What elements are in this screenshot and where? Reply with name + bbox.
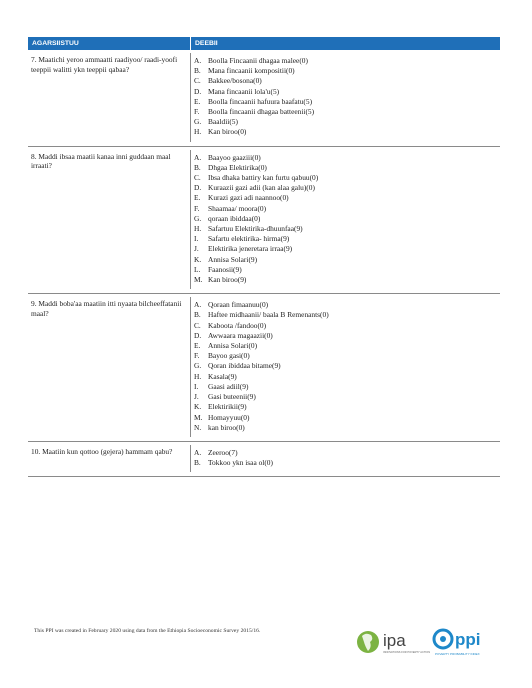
question-text: 9. Maddi boba'aa maatiin itti nyaata bilcheeffatanii maal? <box>31 299 182 318</box>
option-letter: H. <box>194 127 202 137</box>
answer-options <box>190 150 500 290</box>
option-text: Shaamaa/ moora(0) <box>208 203 267 213</box>
answer-options <box>190 297 500 437</box>
table-body <box>28 50 500 477</box>
answer-option <box>191 275 500 285</box>
option-text: Baaldii(5) <box>208 117 238 127</box>
answer-option <box>191 214 500 224</box>
option-letter: N. <box>194 422 202 432</box>
option-text: Tokkoo ykn isaa ol(0) <box>208 458 273 468</box>
option-text: Safartuu Elektirika-dhuunfaa(9) <box>208 224 303 234</box>
option-text: Safartu elektirika- hirma(9) <box>208 234 290 244</box>
option-text: Bayoo gasi(0) <box>208 351 250 361</box>
option-letter: H. <box>194 224 202 234</box>
answer-option <box>191 392 500 402</box>
answer-option <box>191 413 500 423</box>
answer-option <box>191 183 500 193</box>
option-letter: G. <box>194 213 202 223</box>
answer-option <box>191 423 500 433</box>
option-letter: J. <box>194 392 199 402</box>
answer-option <box>191 402 500 412</box>
answer-options <box>190 53 500 142</box>
option-text: Bakkee/bosona(0) <box>208 76 262 86</box>
table-row <box>28 147 500 295</box>
answer-option <box>191 448 500 458</box>
option-text: Dhgaa Elektirika(0) <box>208 162 267 172</box>
answer-option <box>191 361 500 371</box>
option-letter: F. <box>194 351 200 361</box>
option-letter: D. <box>194 330 202 340</box>
option-text: Boolla fincaanii hafuura baafatu(5) <box>208 96 313 106</box>
option-text: Annisa Solari(0) <box>208 341 258 351</box>
answer-option <box>191 310 500 320</box>
option-text: Kasala(9) <box>208 371 237 381</box>
answer-option <box>191 97 500 107</box>
option-letter: C. <box>194 320 201 330</box>
ppi-wordmark: ppi <box>455 630 481 649</box>
ipa-logo <box>356 624 431 660</box>
option-text: Baayoo gaaziii(0) <box>208 152 261 162</box>
option-letter: I. <box>194 234 199 244</box>
option-text: Homayyuu(0) <box>208 412 250 422</box>
option-letter: G. <box>194 117 202 127</box>
answer-option <box>191 321 500 331</box>
ipa-tagline: INNOVATIONS FOR POVERTY ACTION <box>383 651 431 654</box>
option-letter: K. <box>194 402 202 412</box>
option-letter: M. <box>194 412 203 422</box>
option-letter: D. <box>194 183 202 193</box>
answer-option <box>191 193 500 203</box>
table-row <box>28 50 500 147</box>
answer-option <box>191 117 500 127</box>
option-letter: B. <box>194 162 201 172</box>
option-letter: F. <box>194 107 200 117</box>
answer-options <box>190 445 500 472</box>
answer-option <box>191 127 500 137</box>
option-text: Elektirikii(9) <box>208 402 247 412</box>
answer-option <box>191 458 500 468</box>
answer-option <box>191 163 500 173</box>
option-letter: C. <box>194 173 201 183</box>
option-text: Qoraan fimaanuu(0) <box>208 300 269 310</box>
question-text: 10. Maatiin kun qottoo (gejera) hammam qabu? <box>31 446 173 456</box>
ppi-scorecard-table <box>28 37 500 477</box>
option-text: Qoran ibiddaa bitame(9) <box>208 361 281 371</box>
option-letter: A. <box>194 56 202 65</box>
option-text: Faanosii(9) <box>208 264 242 274</box>
option-text: Kan biroo(9) <box>208 275 247 285</box>
option-text: qoraan ibiddaa(0) <box>208 213 261 223</box>
answer-option <box>191 265 500 275</box>
answer-option <box>191 244 500 254</box>
table-row <box>28 442 500 477</box>
option-letter: I. <box>194 381 199 391</box>
option-text: Kan biroo(0) <box>208 127 247 137</box>
option-letter: B. <box>194 310 201 320</box>
option-letter: J. <box>194 244 199 254</box>
ppi-logo <box>432 624 502 660</box>
answer-option <box>191 372 500 382</box>
answer-option <box>191 66 500 76</box>
option-text: Mana fincaanii lola'u(5) <box>208 86 280 96</box>
option-text: Kurazi gazi adi naannoo(0) <box>208 193 289 203</box>
option-text: Mana fincaanii kompositii(0) <box>208 66 295 76</box>
option-letter: D. <box>194 86 202 96</box>
answer-option <box>191 255 500 265</box>
option-text: Kuraazii gazi adii (kan alaa galu)(0) <box>208 183 315 193</box>
answer-option <box>191 173 500 183</box>
ipa-wordmark: ipa <box>383 631 406 650</box>
option-text: Boolla fincaanii dhagaa batteenii(5) <box>208 107 315 117</box>
option-letter: A. <box>194 300 202 310</box>
option-text: Haftee midhaanii/ baala B Remenants(0) <box>208 310 329 320</box>
option-text: Gasi buteenii(9) <box>208 392 256 402</box>
table-header <box>28 37 500 50</box>
answer-option <box>191 331 500 341</box>
option-text: Boolla Fincaanii dhagaa malee(0) <box>208 56 308 65</box>
option-letter: F. <box>194 203 200 213</box>
answer-option <box>191 56 500 66</box>
option-letter: L. <box>194 264 201 274</box>
option-letter: H. <box>194 371 202 381</box>
header-question-col: AGARSIISTUU <box>32 40 79 47</box>
question-text: 7. Maatichi yeroo ammaatti raadiyoo/ raadi-yoofi teeppii walitti ykn teeppii qabaa? <box>31 55 178 74</box>
answer-option <box>191 224 500 234</box>
answer-option <box>191 382 500 392</box>
option-text: Gaasi adiil(9) <box>208 381 249 391</box>
option-letter: E. <box>194 193 201 203</box>
option-letter: A. <box>194 447 202 457</box>
header-answer-col: DEEBII <box>190 37 500 50</box>
answer-option <box>191 204 500 214</box>
footer-note: This PPI was created in February 2020 using data from the Ethiopia Socioeconomic Survey 2015/16. <box>34 628 261 634</box>
option-text: Elektirika jeneretara irraa(9) <box>208 244 293 254</box>
option-text: kan biroo(0) <box>208 422 245 432</box>
answer-option <box>191 76 500 86</box>
ppi-tagline: POVERTY PROBABILITY INDEX <box>435 652 480 656</box>
option-letter: E. <box>194 341 201 351</box>
answer-option <box>191 351 500 361</box>
answer-option <box>191 341 500 351</box>
option-text: Awwaara magaazii(0) <box>208 330 273 340</box>
option-letter: K. <box>194 254 202 264</box>
option-text: Annisa Solari(9) <box>208 254 258 264</box>
option-letter: B. <box>194 66 201 76</box>
option-letter: A. <box>194 152 202 162</box>
option-letter: M. <box>194 275 203 285</box>
option-letter: B. <box>194 458 201 468</box>
answer-option <box>191 87 500 97</box>
answer-option <box>191 153 500 163</box>
answer-option <box>191 234 500 244</box>
option-letter: C. <box>194 76 201 86</box>
option-letter: G. <box>194 361 202 371</box>
answer-option <box>191 107 500 117</box>
option-text: Zeeroo(7) <box>208 447 238 457</box>
question-text: 8. Maddi ibsaa maatii kanaa inni guddaan maal irraati? <box>31 151 171 171</box>
option-letter: E. <box>194 96 201 106</box>
option-text: Kaboota /fandoo(0) <box>208 320 267 330</box>
table-row <box>28 294 500 442</box>
answer-option <box>191 300 500 310</box>
option-text: Ibsa dhaka battiry kan furtu qabuu(0) <box>208 173 319 183</box>
